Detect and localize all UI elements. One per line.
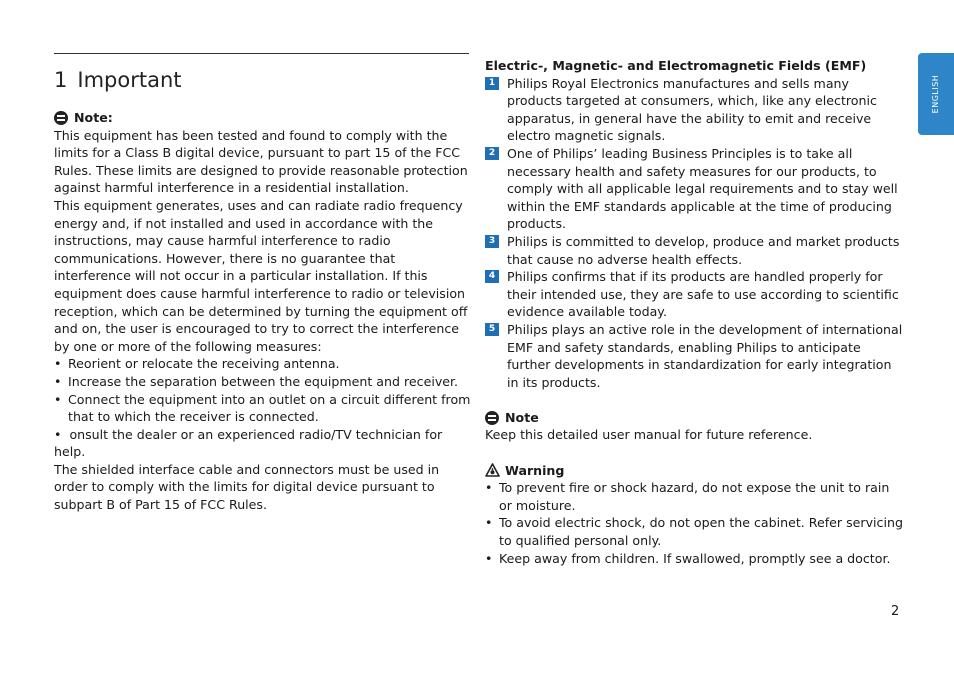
section-number: 1: [54, 68, 68, 92]
spacer: [485, 391, 905, 409]
emf-number-badge: 4: [485, 270, 499, 283]
page-number: 2: [891, 604, 900, 619]
note2-heading: [485, 409, 905, 427]
emf-item-text: Philips plays an active role in the development of international EMF and safety standards, enabling Philips to anticipate further developments in standardization for early integration in its products.: [507, 321, 903, 390]
emf-item-text: One of Philips’ leading Business Principles is to take all necessary health and safety measures for our products, to comply with all applicable legal requirements and to stay well within the EMF standards applicable at the time of producing products.: [507, 145, 898, 232]
list-item: • Connect the equipment into an outlet on a circuit different from that to which the receiver is connected.: [54, 391, 472, 426]
emf-item: [485, 321, 905, 391]
top-rule: [54, 53, 469, 54]
warning-title: Warning: [505, 462, 565, 478]
note2-title: Note: [505, 409, 539, 425]
fcc-closing: The shielded interface cable and connectors must be used in order to comply with the limits for digital device pursuant to subpart B of Part 15 of FCC Rules.: [54, 461, 440, 513]
emf-item: [485, 145, 905, 233]
measures-list: [54, 355, 472, 425]
section-heading: [54, 66, 181, 94]
spacer: [485, 444, 905, 462]
left-column: [54, 109, 472, 514]
emf-item-text: Philips confirms that if its products are handled properly for their intended use, they are safe to use according to scientific evidence available today.: [507, 269, 899, 320]
emf-number-badge: 2: [485, 147, 499, 160]
list-item: • Keep away from children. If swallowed, promptly see a doctor.: [485, 550, 905, 568]
list-item: • To prevent fire or shock hazard, do not expose the unit to rain or moisture.: [485, 479, 905, 514]
note-title: Note:: [74, 110, 113, 125]
emf-item-text: Philips Royal Electronics manufactures and sells many products targeted at consumers, which, like any electronic apparatus, in general have the ability to emit and receive electro magnetic signals.: [507, 75, 877, 144]
note2-text: Keep this detailed user manual for future reference.: [485, 427, 813, 443]
note-icon: [485, 411, 499, 425]
fcc-paragraph-1: This equipment has been tested and found to comply with the limits for a Class B digital device, pursuant to part 15 of the FCC Rules. These limits are designed to provide reasonable protection against harmful interference in a residential installation.: [54, 127, 468, 196]
list-item: • Increase the separation between the equipment and receiver.: [54, 373, 472, 391]
fcc-paragraph-2: This equipment generates, uses and can radiate radio frequency energy and, if not installed and used in accordance with the instructions, may cause harmful interference to radio communications. However, there is no guarantee that interference will not occur in a particular installation. If this equipment does cause harmful interference to radio or television reception, which can be determined by turning the equipment off and on, the user is encouraged to try to correct the interference by one or more of the following measures:: [54, 197, 468, 354]
language-tab: [918, 53, 954, 135]
measure-consult-text: onsult the dealer or an experienced radio/TV technician for help.: [54, 426, 443, 460]
right-column: [485, 57, 905, 567]
emf-number-badge: 3: [485, 235, 499, 248]
emf-title: Electric-, Magnetic- and Electromagnetic Fields (EMF): [485, 58, 867, 73]
warning-icon: [485, 463, 499, 477]
section-title: Important: [77, 68, 182, 92]
emf-item: [485, 75, 905, 145]
language-tab-label: ENGLISH: [931, 74, 941, 114]
emf-number-badge: 1: [485, 77, 499, 90]
note-icon: [54, 111, 68, 125]
emf-number-badge: 5: [485, 323, 499, 336]
emf-item: [485, 233, 905, 268]
list-item: • Reorient or relocate the receiving antenna.: [54, 355, 472, 373]
list-item: • To avoid electric shock, do not open the cabinet. Refer servicing to qualified personal only.: [485, 514, 905, 549]
note-heading: [54, 109, 472, 127]
emf-item-text: Philips is committed to develop, produce and market products that cause no adverse health effects.: [507, 233, 900, 267]
warning-heading: [485, 462, 905, 480]
measure-consult: • onsult the dealer or an experienced radio/TV technician for help.: [54, 426, 443, 460]
emf-item: [485, 268, 905, 321]
warning-list: [485, 479, 905, 567]
